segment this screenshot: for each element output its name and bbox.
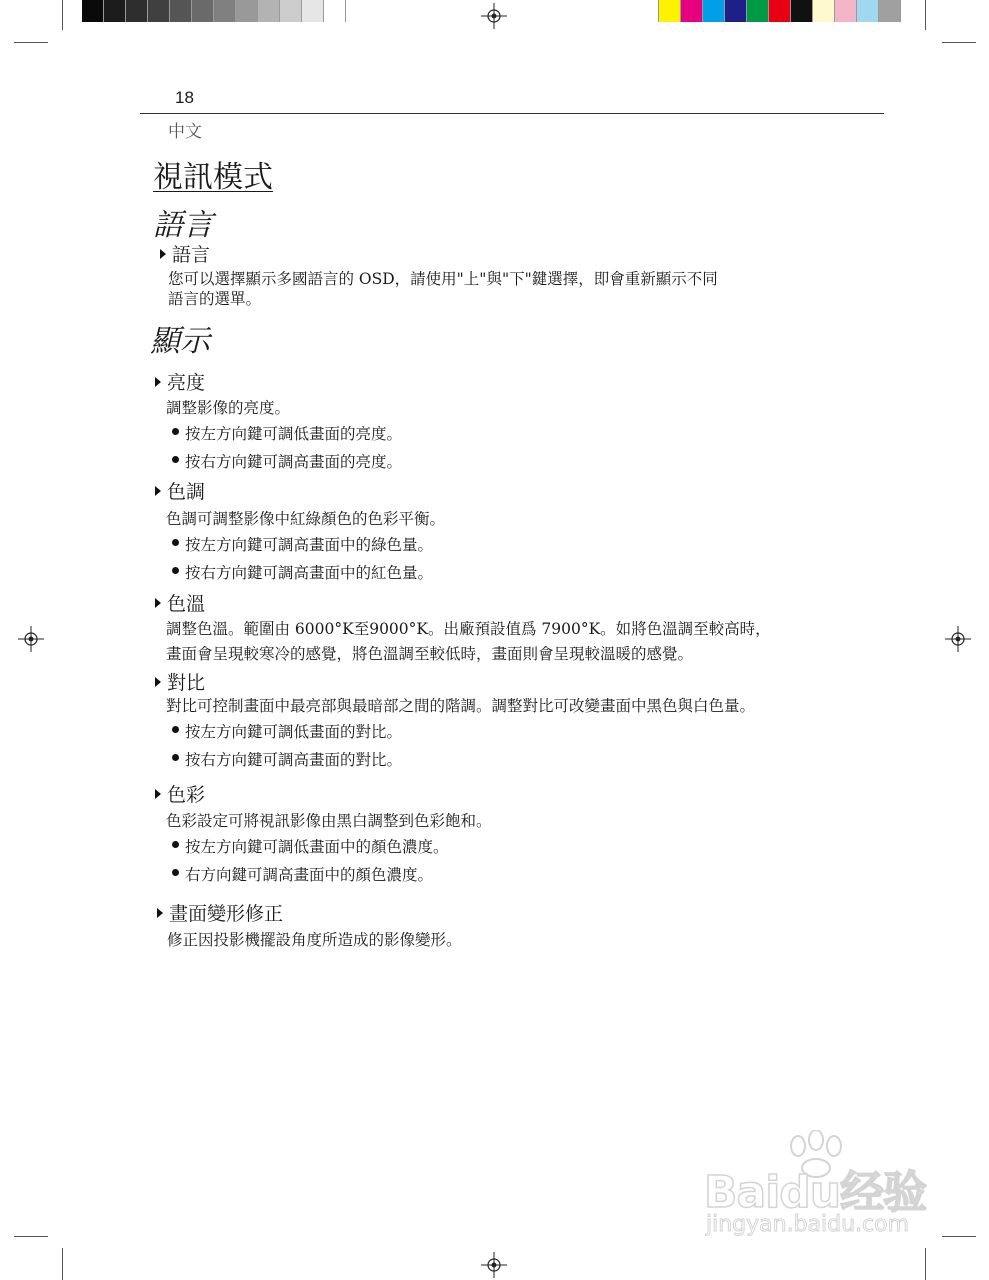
item-heading-color — [155, 780, 205, 807]
language-description-line-2: 語言的選單。 — [168, 290, 262, 308]
item-heading-contrast — [155, 668, 205, 695]
crop-mark — [14, 1236, 48, 1237]
color-swatch — [725, 0, 747, 22]
color-swatch — [236, 0, 258, 22]
bullet-text: 右方向鍵可調高畫面中的顏色濃度。 — [185, 866, 434, 884]
bullet-text: 按左方向鍵可調低畫面的對比。 — [185, 723, 403, 741]
watermark-url-text: jingyan.baidu.com — [706, 1212, 910, 1237]
color-swatch — [747, 0, 769, 22]
item-heading-label: 色調 — [167, 481, 206, 503]
bullet-dot-icon — [172, 428, 179, 435]
crop-mark — [925, 0, 926, 30]
item-heading-label: 色溫 — [167, 593, 206, 615]
color-swatch — [813, 0, 835, 22]
color-swatch — [214, 0, 236, 22]
registration-mark — [18, 626, 44, 652]
item-heading-label: 對比 — [167, 672, 206, 694]
grayscale-swatch-bar — [82, 0, 346, 22]
bullet-dot-icon — [172, 539, 179, 546]
tint-description: 色調可調整影像中紅綠顏色的色彩平衡。 — [166, 510, 446, 528]
contrast-bullet-2 — [172, 749, 402, 771]
triangle-bullet-icon — [155, 486, 161, 496]
bullet-dot-icon — [172, 841, 179, 848]
item-heading-label: 色彩 — [167, 784, 206, 806]
crop-mark — [942, 42, 976, 43]
bullet-text: 按左方向鍵可調低畫面的亮度。 — [185, 425, 403, 443]
color-swatch — [857, 0, 879, 22]
color-swatch — [835, 0, 857, 22]
item-heading-label: 語言 — [172, 244, 211, 266]
color-swatch — [104, 0, 126, 22]
color-temp-description-line-1: 調整色溫。範圍由 6000°K至9000°K。出廠預設值爲 7900°K。如將色溫調至較高時， — [166, 620, 771, 638]
bullet-text: 按右方向鍵可調高畫面的對比。 — [185, 751, 403, 769]
color-swatch — [82, 0, 104, 22]
bullet-text: 按右方向鍵可調高畫面中的紅色量。 — [185, 564, 434, 582]
item-heading-keystone — [157, 899, 283, 926]
tint-bullet-1 — [172, 534, 433, 556]
tint-bullet-2 — [172, 562, 433, 584]
bullet-dot-icon — [172, 754, 179, 761]
triangle-bullet-icon — [160, 249, 166, 259]
header-rule — [140, 113, 884, 114]
color-swatch — [659, 0, 681, 22]
color-swatch — [192, 0, 214, 22]
crop-mark — [62, 1248, 63, 1280]
item-heading-language — [160, 240, 210, 267]
color-swatch — [148, 0, 170, 22]
crop-mark — [14, 42, 48, 43]
color-swatch-bar — [658, 0, 901, 22]
language-description-line-1: 您可以選擇顯示多國語言的 OSD，請使用"上"與"下"鍵選擇，即會重新顯示不同 — [168, 270, 718, 288]
watermark — [698, 1130, 948, 1250]
keystone-description: 修正因投影機擺設角度所造成的影像變形。 — [167, 931, 462, 949]
color-swatch — [791, 0, 813, 22]
color-bullet-2 — [172, 864, 433, 886]
brightness-bullet-2 — [172, 451, 402, 473]
triangle-bullet-icon — [155, 377, 161, 387]
item-heading-tint — [155, 477, 205, 504]
triangle-bullet-icon — [157, 908, 163, 918]
item-heading-label: 亮度 — [167, 372, 206, 394]
color-swatch — [324, 0, 346, 22]
item-heading-color-temp — [155, 589, 205, 616]
chapter-title: 視訊模式 — [153, 160, 273, 195]
brightness-description: 調整影像的亮度。 — [166, 399, 291, 417]
color-swatch — [302, 0, 324, 22]
triangle-bullet-icon — [155, 598, 161, 608]
color-swatch — [703, 0, 725, 22]
brightness-bullet-1 — [172, 423, 402, 445]
color-swatch — [258, 0, 280, 22]
section-title-language: 語言 — [153, 208, 213, 243]
registration-mark — [481, 1252, 507, 1278]
bullet-text: 按左方向鍵可調高畫面中的綠色量。 — [185, 536, 434, 554]
crop-mark — [925, 1248, 926, 1280]
color-swatch — [681, 0, 703, 22]
color-swatch — [769, 0, 791, 22]
watermark-main-text: Baidu经验 — [704, 1167, 927, 1218]
item-heading-label: 畫面變形修正 — [169, 903, 284, 925]
color-swatch — [170, 0, 192, 22]
item-heading-brightness — [155, 368, 205, 395]
contrast-bullet-1 — [172, 721, 402, 743]
page-number: 18 — [175, 88, 194, 107]
bullet-dot-icon — [172, 869, 179, 876]
triangle-bullet-icon — [155, 677, 161, 687]
triangle-bullet-icon — [155, 789, 161, 799]
color-swatch — [126, 0, 148, 22]
section-title-display: 顯示 — [150, 324, 210, 359]
color-bullet-1 — [172, 836, 449, 858]
crop-mark — [62, 0, 63, 30]
color-description: 色彩設定可將視訊影像由黑白調整到色彩飽和。 — [166, 812, 492, 830]
bullet-dot-icon — [172, 567, 179, 574]
language-label: 中文 — [168, 122, 202, 142]
registration-mark — [945, 626, 971, 652]
bullet-dot-icon — [172, 726, 179, 733]
registration-mark — [481, 3, 507, 29]
contrast-description: 對比可控制畫面中最亮部與最暗部之間的階調。調整對比可改變畫面中黑色與白色量。 — [166, 697, 756, 715]
bullet-text: 按左方向鍵可調低畫面中的顏色濃度。 — [185, 838, 449, 856]
color-temp-description-line-2: 畫面會呈現較寒冷的感覺，將色溫調至較低時，畫面則會呈現較溫暖的感覺。 — [166, 645, 694, 663]
bullet-text: 按右方向鍵可調高畫面的亮度。 — [185, 453, 403, 471]
color-swatch — [280, 0, 302, 22]
bullet-dot-icon — [172, 456, 179, 463]
color-swatch — [879, 0, 901, 22]
